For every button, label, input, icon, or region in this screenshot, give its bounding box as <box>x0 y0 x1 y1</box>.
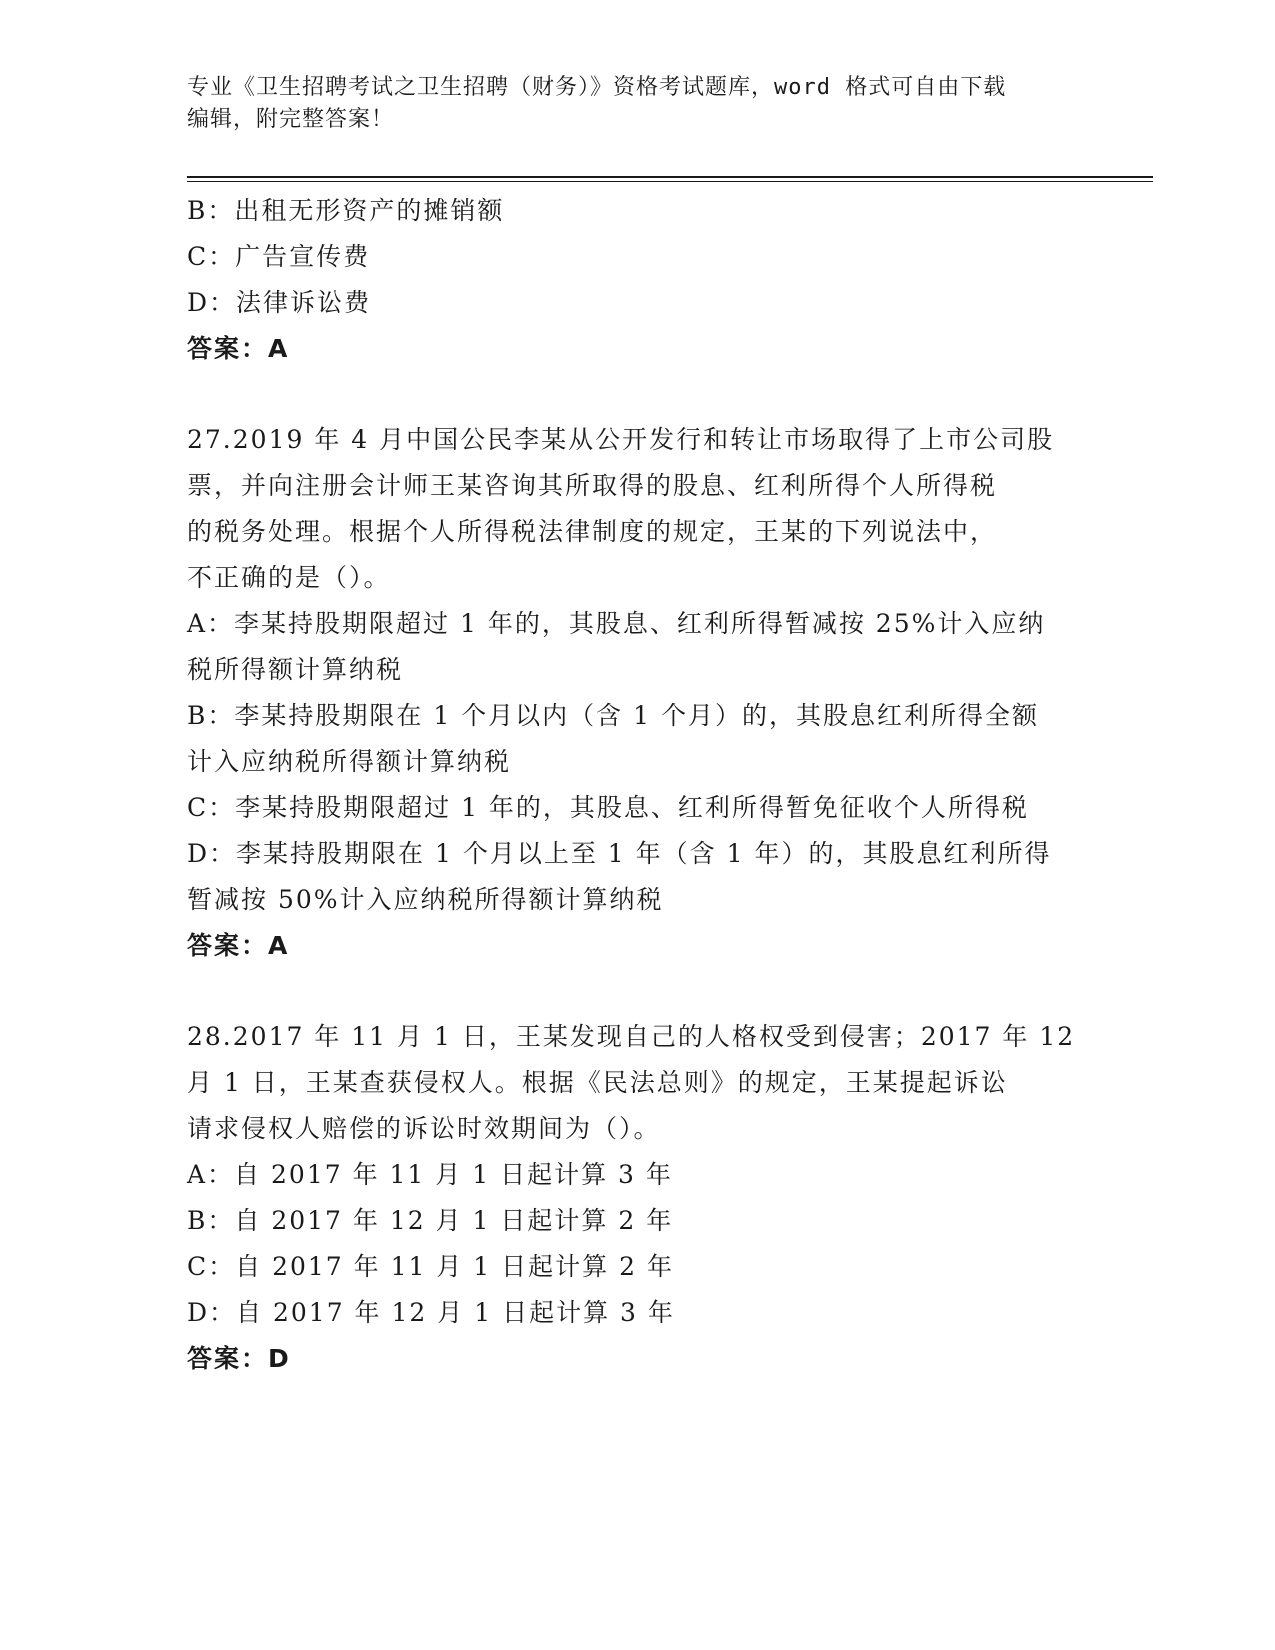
option-d: D：法律诉讼费 <box>187 288 372 317</box>
spacer <box>187 372 1087 417</box>
question-stem-line: 27.2019 年 4 月中国公民李某从公开发行和转让市场取得了上市公司股 <box>187 425 1055 454</box>
spacer <box>187 969 1087 1014</box>
option-b: B：出租无形资产的摊销额 <box>187 196 505 225</box>
option-d-continued: 暂减按 50%计入应纳税所得额计算纳税 <box>187 885 664 914</box>
answer-line: 答案：A <box>187 334 290 363</box>
header-divider-thin <box>187 181 1153 182</box>
option-a: A：自 2017 年 11 月 1 日起计算 3 年 <box>187 1160 673 1189</box>
question-stem-line: 票，并向注册会计师王某咨询其所取得的股息、红利所得个人所得税 <box>187 471 998 500</box>
option-d: D：李某持股期限在 1 个月以上至 1 年（含 1 年）的，其股息红利所得 <box>187 839 1052 868</box>
prev-question-block <box>187 188 1087 372</box>
document-body <box>187 188 1087 1382</box>
option-b-continued: 计入应纳税所得额计算纳税 <box>187 747 512 776</box>
option-c: C：李某持股期限超过 1 年的，其股息、红利所得暂免征收个人所得税 <box>187 793 1029 822</box>
option-b: B：李某持股期限在 1 个月以内（含 1 个月）的，其股息红利所得全额 <box>187 701 1039 730</box>
question-28-block <box>187 1014 1087 1382</box>
question-stem-line: 的税务处理。根据个人所得税法律制度的规定，王某的下列说法中， <box>187 517 998 546</box>
option-c: C：广告宣传费 <box>187 242 371 271</box>
question-stem-line: 28.2017 年 11 月 1 日，王某发现自己的人格权受到侵害；2017 年 12 <box>187 1022 1076 1051</box>
option-d: D：自 2017 年 12 月 1 日起计算 3 年 <box>187 1298 675 1327</box>
option-b: B：自 2017 年 12 月 1 日起计算 2 年 <box>187 1206 674 1235</box>
answer-line: 答案：D <box>187 1344 291 1373</box>
document-header <box>187 72 1067 136</box>
option-a-continued: 税所得额计算纳税 <box>187 655 404 684</box>
question-27-block <box>187 417 1087 969</box>
question-stem-line: 不正确的是（）。 <box>187 563 391 592</box>
option-c: C：自 2017 年 11 月 1 日起计算 2 年 <box>187 1252 674 1281</box>
header-line-2: 编辑，附完整答案！ <box>187 107 395 132</box>
question-stem-line: 请求侵权人赔偿的诉讼时效期间为（）。 <box>187 1114 661 1143</box>
header-line-1: 专业《卫生招聘考试之卫生招聘（财务）》资格考试题库，word 格式可自由下载 <box>187 75 1007 100</box>
option-a: A：李某持股期限超过 1 年的，其股息、红利所得暂减按 25%计入应纳 <box>187 609 1046 638</box>
answer-line: 答案：A <box>187 931 290 960</box>
header-divider-thick <box>187 176 1153 178</box>
question-stem-line: 月 1 日，王某查获侵权人。根据《民法总则》的规定，王某提起诉讼 <box>187 1068 1008 1097</box>
